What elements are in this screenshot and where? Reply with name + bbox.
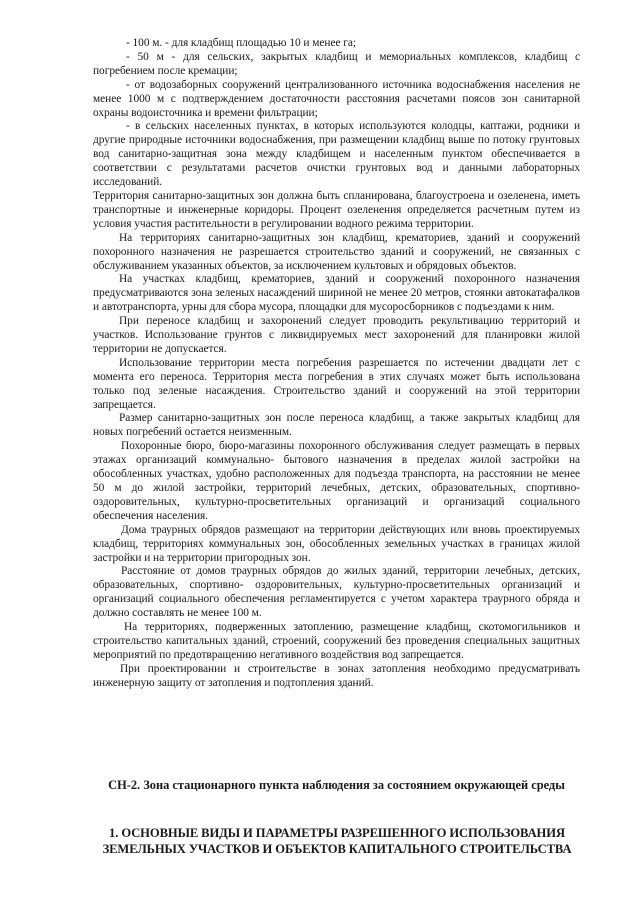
list-item-water-intake: - от водозаборных сооружений централизованного источника водоснабжения населения не менее 1000 м с подтверждением достаточности расстояния расчетами поясов зон санитарной охраны водоисточника и времени фильтрации; xyxy=(93,78,580,119)
document-body xyxy=(93,37,580,691)
paragraph-flood-territories: На территориях, подверженных затоплению, размещение кладбищ, скотомогильников и строительство капитальных зданий, строений, сооружений без проведения специальных защитных мероприятий по предотвращению негативного воздействия вод запрещается. xyxy=(93,621,580,661)
paragraph-sanitary-zone-territory: Территория санитарно-защитных зон должна быть спланирована, благоустроена и озеленена, иметь транспортные и инженерные коридоры. Процент озеленения определяется расчетным путем из условия участия растительности в регулировании водного режима территории. xyxy=(93,189,580,230)
paragraph-flood-protection: При проектировании и строительстве в зонах затопления необходимо предусматривать инженерную защиту от затопления и подтопления зданий. xyxy=(93,662,580,689)
paragraph-zone-size: Размер санитарно-защитных зон после переноса кладбищ, а также закрытых кладбищ для новых погребений остается неизменным. xyxy=(93,412,580,439)
paragraph-territory-use: Использование территории места погребения разрешается по истечении двадцати лет с момента его переноса. Территория места погребения в этих случаях может быть использована только под зеленые насаждения. Строительство зданий и сооружений на этой территории запрещается. xyxy=(93,356,580,411)
list-item-rural-cemetery: - 50 м - для сельских, закрытых кладбищ и мемориальных комплексов, кладбищ с погребением после кремации; xyxy=(93,50,580,77)
paragraph-distance-mourning-houses: Расстояние от домов траурных обрядов до жилых зданий, территории лечебных, детских, образовательных, спортивно- оздоровительных, культурно-просветительных организаций и организаций социального обеспечения регламентируется с учетом характера траурного обряда и должно составлять не менее 100 м. xyxy=(93,565,580,620)
paragraph-mourning-houses: Дома траурных обрядов размещают на территории действующих или вновь проектируемых кладбищ, территориях коммунальных зон, обособленных земельных участках в границах жилой застройки и на территории пригородных зон. xyxy=(93,523,580,564)
list-item-cemetery-10ha: - 100 м. - для кладбищ площадью 10 и менее га; xyxy=(126,37,357,49)
paragraph-relocation: При переносе кладбищ и захоронений следует проводить рекультивацию территорий и участков. Использование грунтов с ликвидируемых мест захоронений для планировки жилой территории не допускается. xyxy=(93,315,580,355)
section-heading: 1. ОСНОВНЫЕ ВИДЫ И ПАРАМЕТРЫ РАЗРЕШЕННОГО ИСПОЛЬЗОВАНИЯ ЗЕМЕЛЬНЫХ УЧАСТКОВ И ОБЪЕКТОВ КАПИТАЛЬНОГО СТРОИТЕЛЬСТВА xyxy=(102,826,572,856)
zone-heading: СН-2. Зона стационарного пункта наблюдения за состоянием окружающей среды xyxy=(108,778,565,792)
paragraph-construction-prohibited: На территориях санитарно-защитных зон кладбищ, крематориев, зданий и сооружений похоронного назначения не разрешается строительство зданий и сооружений, не связанных с обслуживанием указанных объектов, за исключением культовых и обрядовых объектов. xyxy=(93,231,580,272)
paragraph-cemetery-plots: На участках кладбищ, крематориев, зданий и сооружений похоронного назначения предусматриваются зона зеленых насаждений шириной не менее 20 метров, стоянки автокатафалков и автотранспорта, урны для сбора мусора, площадки для мусоросборников с подъездами к ним. xyxy=(93,273,580,314)
list-item-rural-settlements: - в сельских населенных пунктах, в которых используются колодцы, каптажи, родники и другие природные источники водоснабжения, при размещении кладбищ выше по потоку грунтовых вод санитарно-защитная зона между кладбищем и населенным пунктом обеспечивается в соответствии с результатами расчетов очистки грунтовых вод и данными лабораторных исследований. xyxy=(93,120,580,189)
paragraph-funeral-bureaus: Похоронные бюро, бюро-магазины похоронного обслуживания следует размещать в первых этажах организаций коммунально- бытового назначения в пределах жилой застройки на обособленных участках, удобно расположенных для подъезда транспорта, на расстоянии не менее 50 м до жилой застройки, территорий лечебных, детских, образовательных, спортивно-оздоровительных, культурно-просветительных организаций и организаций социального обеспечения населения. xyxy=(93,440,580,522)
